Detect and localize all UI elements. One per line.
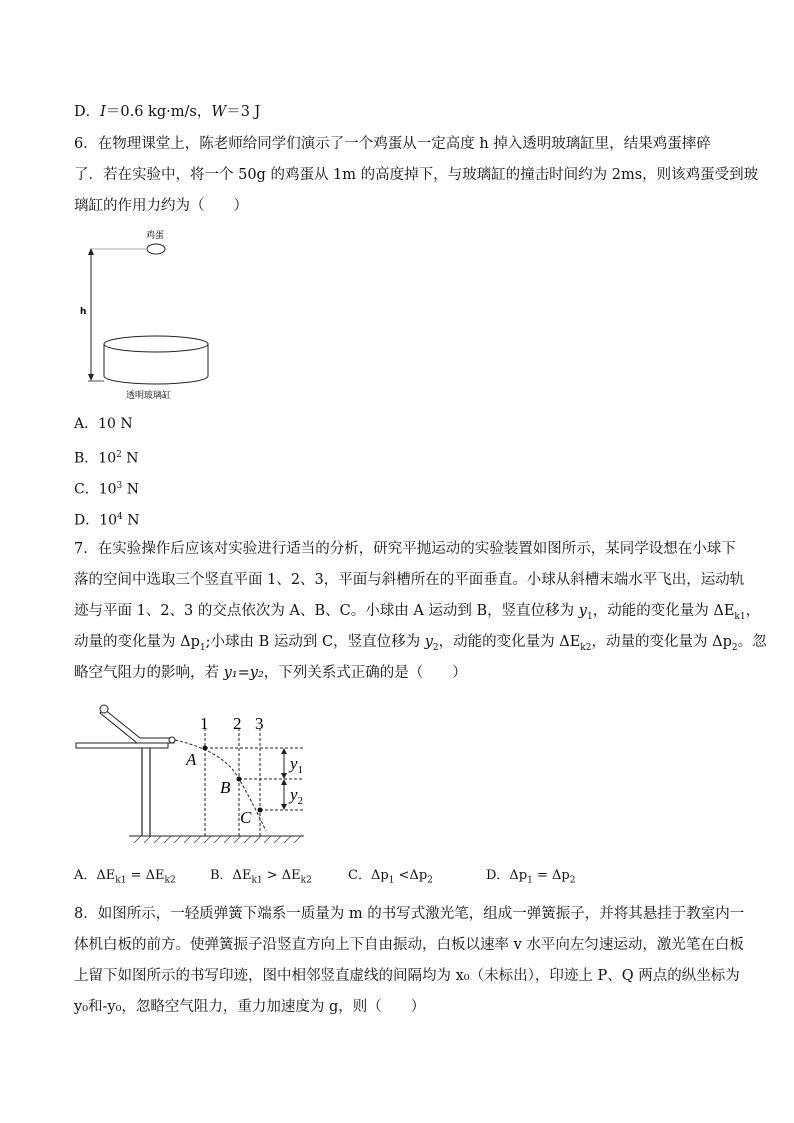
q6-option-d: D．$10^4$ N [74,512,140,529]
q6-option-b: B．$10^2$ N [74,450,139,467]
q6-line-3: 璃缸的作用力约为（ ） [74,198,248,214]
h-label: h [80,307,87,317]
q7-line-4: 动量的变化量为 $\Delta p_1$;小球由 B 运动到 C，竖直位移为 $y_2$，动能的变化量为 $\Delta E_{k2}$，动量的变化量为 $\Delta p_2$。忽 [74,634,767,653]
ground-hatch [134,836,301,843]
chute-ball-holder [100,705,108,713]
chute [100,709,174,743]
q6-line-1: 6．在物理课堂上，陈老师给同学们演示了一个鸡蛋从一定高度 h 掉入透明玻璃缸里，结果鸡蛋摔碎 [74,136,711,152]
q7-option-c: C．$\Delta p_1 <\Delta p_2$ [348,868,433,886]
ball-start [169,737,175,743]
plane-2-label: 2 [233,714,242,733]
y1-label: $y_1$ [290,754,304,776]
egg-tank-figure [74,226,234,406]
q5-option-d: D．I＝0.6 kg·m/s，W＝3 J [74,104,261,120]
egg-shape [147,244,165,254]
q7-line-2: 落的空间中选取三个竖直平面 1、2、3，平面与斜槽所在的平面垂直。小球从斜槽末端水平飞出，运动轨 [74,572,745,588]
point-b [237,777,242,782]
q7-option-a: A．$\Delta E_{k1} = \Delta E_{k2}$ [74,868,176,886]
tank-label: 透明玻璃缸 [126,391,172,401]
q7-option-d: D．$\Delta p_1 = \Delta p_2$ [486,868,576,886]
q7-option-b: B．$\Delta E_{k1} > \Delta E_{k2}$ [210,868,312,886]
point-a [203,746,208,751]
point-c [258,808,263,813]
egg-label: 鸡蛋 [146,231,165,241]
q8-line-4: y₀和-y₀，忽略空气阻力，重力加速度为 g，则（ ） [74,999,426,1015]
q6-option-c: C．$10^3$ N [74,481,139,498]
point-c-label: C [240,808,252,827]
height-arrow-bottom [88,374,94,381]
plane-1-label: 1 [200,714,209,733]
point-b-label: B [220,778,231,797]
q6-option-a: A．10 N [74,416,133,432]
projectile-figure [74,703,324,843]
plane-3-label: 3 [255,714,264,733]
point-a-label: A [186,750,197,769]
q7-line-5: 略空气阻力的影响，若 y₁=y₂，下列关系式正确的是（ ） [74,665,467,681]
q6-line-2: 了．若在实验中，将一个 50g 的鸡蛋从 1m 的高度掉下，与玻璃缸的撞击时间约为 2ms，则该鸡蛋受到玻 [74,167,759,183]
y2-label: $y_2$ [290,785,304,807]
tank-top [104,336,208,352]
q7-line-3: 迹与平面 1、2、3 的交点依次为 A、B、C。小球由 A 运动到 B，竖直位移为 $y_1$，动能的变化量为 $\Delta E_{k1}$， [74,603,761,622]
table-top [76,743,168,748]
q8-line-1: 8．如图所示，一轻质弹簧下端系一质量为 m 的书写式激光笔，组成一弹簧振子，并将其悬挂于教室内一 [74,906,745,922]
q7-line-1: 7．在实验操作后应该对实验进行适当的分析，研究平抛运动的实验装置如图所示，某同学设想在小球下 [74,541,736,557]
q8-line-2: 体机白板的前方。使弹簧振子沿竖直方向上下自由振动，白板以速率 v 水平向左匀速运动，激光笔在白板 [74,937,744,953]
q8-line-3: 上留下如图所示的书写印迹，图中相邻竖直虚线的间隔均为 x₀（未标出），印迹上 P、Q 两点的纵坐标为 [74,968,740,984]
